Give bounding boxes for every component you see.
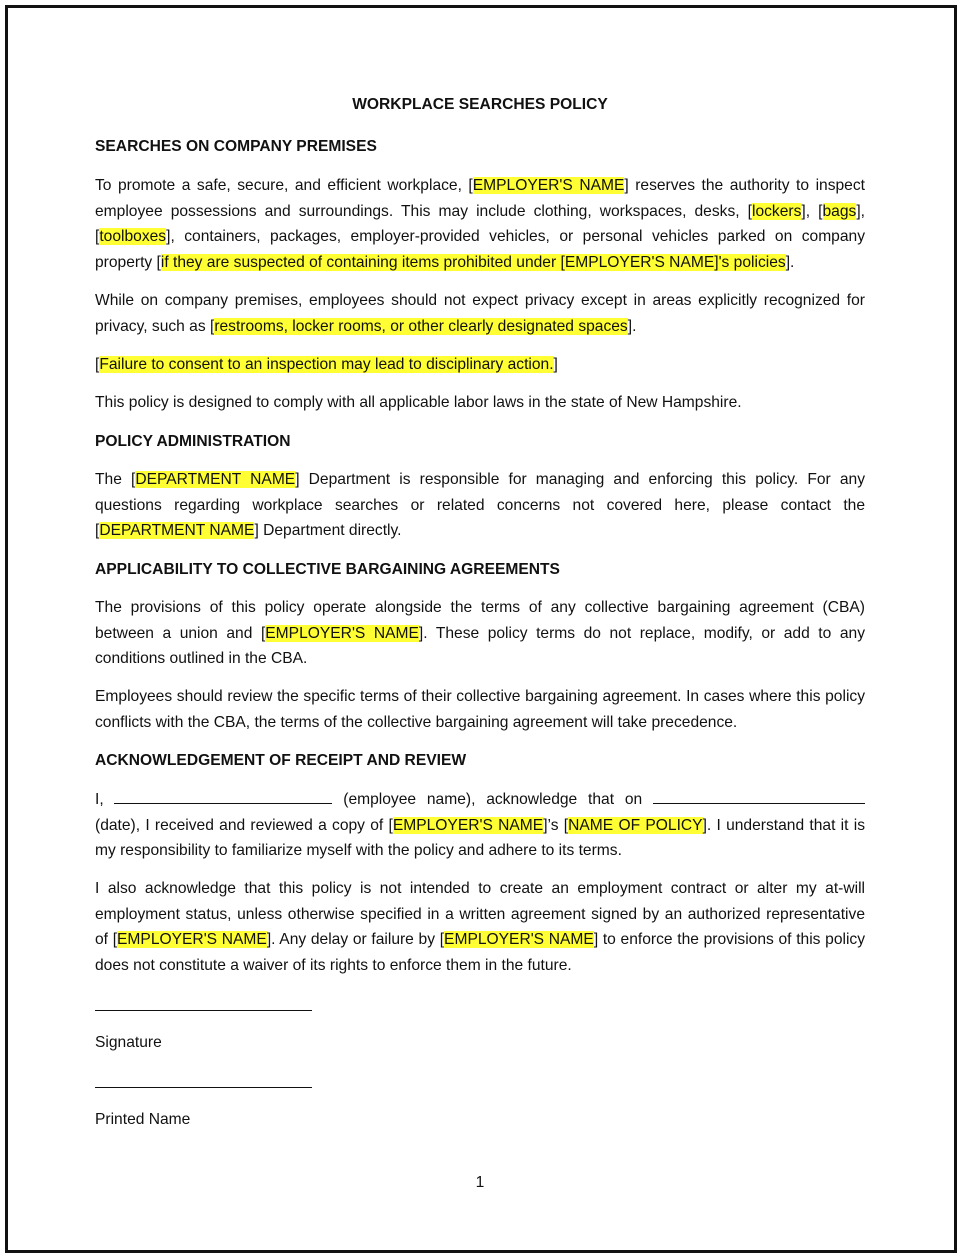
section-policy-administration bbox=[95, 429, 865, 455]
placeholder-toolboxes[interactable]: toolboxes bbox=[99, 228, 167, 245]
text: ] reserves the authority to inspect employee possessions and surroundings. This may include clothing, workspaces, desks, [ bbox=[95, 177, 865, 220]
text: [ bbox=[95, 356, 100, 373]
section-searches-on-premises bbox=[95, 134, 865, 160]
placeholder-employer-name[interactable]: EMPLOYER'S NAME bbox=[444, 931, 594, 948]
text: I, bbox=[95, 791, 104, 808]
signature-line[interactable] bbox=[95, 1010, 865, 1011]
printed-name-underline[interactable] bbox=[95, 1087, 312, 1088]
placeholder-employer-name[interactable]: EMPLOYER'S NAME bbox=[392, 816, 544, 834]
text: ] Department is responsible for managing and enforcing this policy. For any questions regarding workplace searches or related concerns not covered here, please contact the [ bbox=[95, 471, 866, 539]
text: The provisions of this policy operate alongside the terms of any collective bargaining agreement (CBA) between a union and [ bbox=[95, 599, 865, 642]
section-cba bbox=[95, 557, 865, 583]
page-number: 1 bbox=[475, 1174, 485, 1191]
text: ]’s [ bbox=[543, 816, 569, 834]
text: ] bbox=[553, 356, 558, 373]
text: ], [ bbox=[801, 202, 823, 220]
signature-underline[interactable] bbox=[95, 1010, 312, 1011]
placeholder-employer-name[interactable]: EMPLOYER'S NAME bbox=[265, 624, 419, 642]
paragraph-premises-4 bbox=[95, 390, 865, 416]
signature-label: Signature bbox=[95, 1034, 162, 1051]
paragraph-cba-2 bbox=[95, 684, 865, 735]
section-heading: ACKNOWLEDGEMENT OF RECEIPT AND REVIEW bbox=[95, 752, 467, 769]
date-blank[interactable] bbox=[653, 789, 865, 804]
placeholder-employer-name[interactable]: EMPLOYER'S NAME bbox=[117, 931, 267, 948]
employee-name-blank[interactable] bbox=[114, 789, 332, 804]
text: ] Department directly. bbox=[254, 522, 402, 539]
text: ]. Any delay or failure by [ bbox=[266, 931, 445, 948]
placeholder-employer-name[interactable]: EMPLOYER'S NAME bbox=[472, 177, 625, 194]
placeholder-suspicion-clause[interactable]: if they are suspected of containing items prohibited under [EMPLOYER'S NAME]'s policies bbox=[160, 253, 786, 271]
text: ]. bbox=[785, 253, 795, 271]
placeholder-lockers[interactable]: lockers bbox=[752, 202, 802, 220]
text: (date), I received and reviewed a copy of [ bbox=[95, 816, 393, 834]
compliance-statement: This policy is designed to comply with all applicable labor laws in the state of New Hampshire. bbox=[95, 394, 742, 411]
text: (employee name), acknowledge that on bbox=[343, 791, 643, 808]
text: ], [ bbox=[95, 202, 865, 245]
text: To promote a safe, secure, and efficient workplace, [ bbox=[95, 177, 473, 194]
text: The [ bbox=[95, 471, 136, 488]
placeholder-department-name[interactable]: DEPARTMENT NAME bbox=[135, 471, 296, 488]
paragraph-ack-1 bbox=[95, 787, 865, 864]
paragraph-premises-2 bbox=[95, 288, 865, 339]
placeholder-policy-name[interactable]: NAME OF POLICY bbox=[568, 816, 703, 834]
placeholder-privacy-areas[interactable]: restrooms, locker rooms, or other clearly designated spaces bbox=[214, 317, 628, 335]
text: ]. bbox=[627, 317, 637, 335]
paragraph-cba-1 bbox=[95, 595, 865, 672]
placeholder-department-name[interactable]: DEPARTMENT NAME bbox=[99, 522, 255, 539]
paragraph-ack-2 bbox=[95, 876, 865, 978]
text: I also acknowledge that this policy is not intended to create an employment contract or alter my at-will employment status, unless otherwise specified in a written agreement signed by an authorized representative of [ bbox=[95, 880, 865, 948]
paragraph-premises-1 bbox=[95, 173, 865, 275]
printed-name-label: Printed Name bbox=[95, 1111, 191, 1128]
section-heading: SEARCHES ON COMPANY PREMISES bbox=[95, 138, 377, 155]
text: ]. I understand that it is my responsibility to familiarize myself with the policy and adhere to its terms. bbox=[95, 816, 865, 859]
document-title: WORKPLACE SEARCHES POLICY bbox=[352, 96, 608, 113]
text: While on company premises, employees should not expect privacy except in areas explicitly recognized for privacy, such as [ bbox=[95, 292, 865, 335]
placeholder-bags[interactable]: bags bbox=[822, 202, 857, 220]
text: ]. These policy terms do not replace, modify, or add to any conditions outlined in the CBA. bbox=[95, 624, 865, 667]
section-heading: POLICY ADMINISTRATION bbox=[95, 433, 291, 450]
section-acknowledgement bbox=[95, 748, 865, 774]
section-heading: APPLICABILITY TO COLLECTIVE BARGAINING AGREEMENTS bbox=[95, 561, 560, 578]
cba-precedence-text: Employees should review the specific terms of their collective bargaining agreement. In cases where this policy conflicts with the CBA, the terms of the collective bargaining agreement will take precedence. bbox=[95, 688, 865, 731]
placeholder-consent-clause[interactable]: Failure to consent to an inspection may lead to disciplinary action. bbox=[99, 356, 554, 373]
printed-name-line[interactable] bbox=[95, 1087, 865, 1088]
paragraph-premises-3 bbox=[95, 352, 865, 378]
text: ] to enforce the provisions of this policy does not constitute a waiver of its rights to enforce them in the future. bbox=[95, 931, 866, 974]
text: ], containers, packages, employer-provided vehicles, or personal vehicles parked on company property [ bbox=[95, 228, 865, 271]
paragraph-administration-1 bbox=[95, 467, 865, 544]
